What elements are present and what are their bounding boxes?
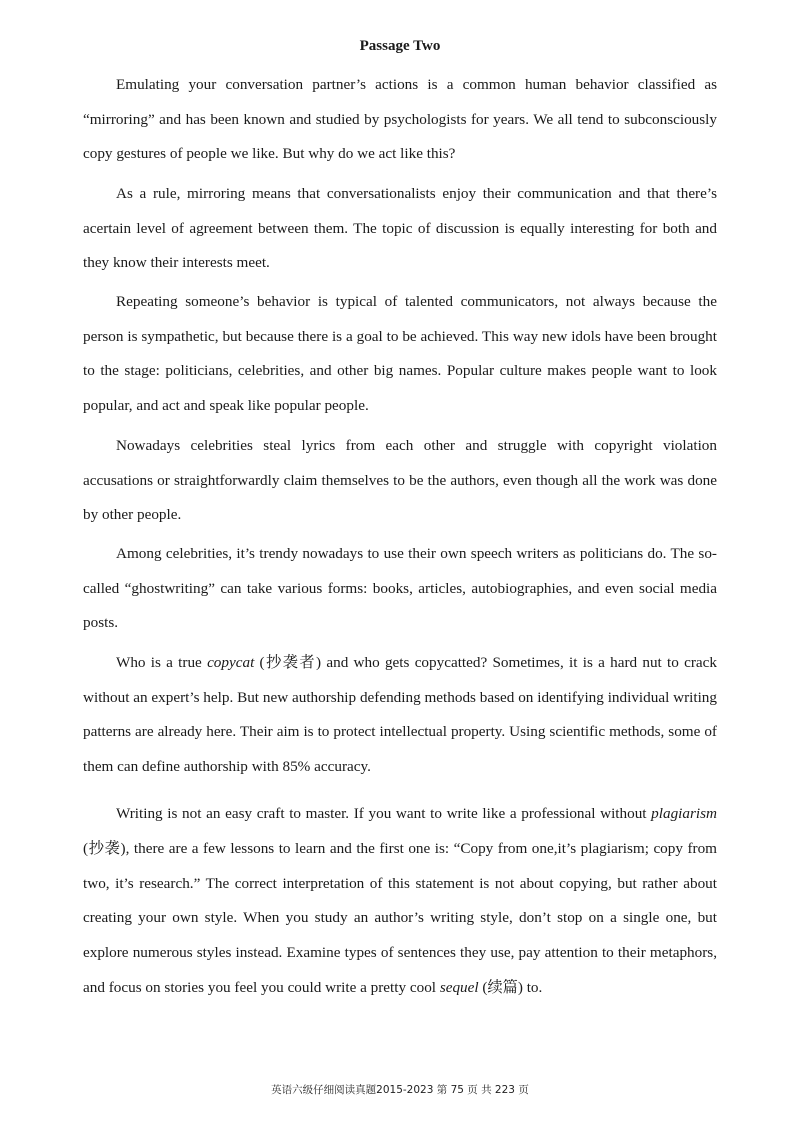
paragraph-6: [83, 646, 717, 784]
paragraph-6-text-a: Who is a true: [116, 654, 208, 671]
paragraph-3: Repeating someone’s behavior is typical of talented communicators, not always because the person is sympathetic, but because there is a goal to be achieved. This way new idols have been brought to the stage: politicians, celebrities, and other big names. Popular culture makes people want to look popular, and act and speak like popular people.: [83, 293, 717, 414]
paragraph-6-text-c: (抄袭者) and who gets copycatted? Sometimes, it is a hard nut to crack without an expert’s help. But new authorship defending methods based on identifying individual writing patterns are already here. Their aim is to protect intellectual property. Using scientific methods, some of them can define authorship with 85% accuracy.: [83, 654, 717, 775]
paragraph-7-term-plagiarism: plagiarism: [651, 805, 717, 822]
paragraph-4: Nowadays celebrities steal lyrics from each other and struggle with copyright violation accusations or straightforwardly claim themselves to be the authors, even though all the work was done by other people.: [83, 437, 717, 523]
paragraph-6-term-copycat: copycat: [207, 654, 255, 671]
paragraph-2: As a rule, mirroring means that conversationalists enjoy their communication and that there’s acertain level of agreement between them. The topic of discussion is equally interesting for both and they know their interests meet.: [83, 185, 717, 271]
passage-title: Passage Two: [359, 38, 441, 54]
paragraph-7-text-c: (抄袭), there are a few lessons to learn and the first one is: “Copy from one,it’s plagiarism; copy from two, it’s research.” The correct interpretation of this statement is not about copying, but rather about creating your own style. When you study an author’s writing style, don’t stop on a single one, but explore numerous styles instead. Examine types of sentences they use, pay attention to their metaphors, and focus on stories you feel you could write a pretty cool: [83, 839, 717, 996]
paragraph-7: [83, 797, 717, 1006]
paragraph-7-text-a: Writing is not an easy craft to master. If you want to write like a professional without: [116, 805, 652, 822]
page-footer: 英语六级仔细阅读真题2015-2023 第 75 页 共 223 页: [271, 1084, 529, 1096]
paragraph-7-term-sequel: sequel: [439, 978, 479, 996]
paragraph-1: Emulating your conversation partner’s actions is a common human behavior classified as “mirroring” and has been known and studied by psychologists for years. We all tend to subconsciously copy gestures of people we like. But why do we act like this?: [83, 76, 717, 162]
paragraph-5: Among celebrities, it’s trendy nowadays to use their own speech writers as politicians do. The so-called “ghostwriting” can take various forms: books, articles, autobiographies, and even social media posts.: [83, 545, 717, 631]
paragraph-7-text-e: (续篇) to.: [478, 978, 543, 996]
